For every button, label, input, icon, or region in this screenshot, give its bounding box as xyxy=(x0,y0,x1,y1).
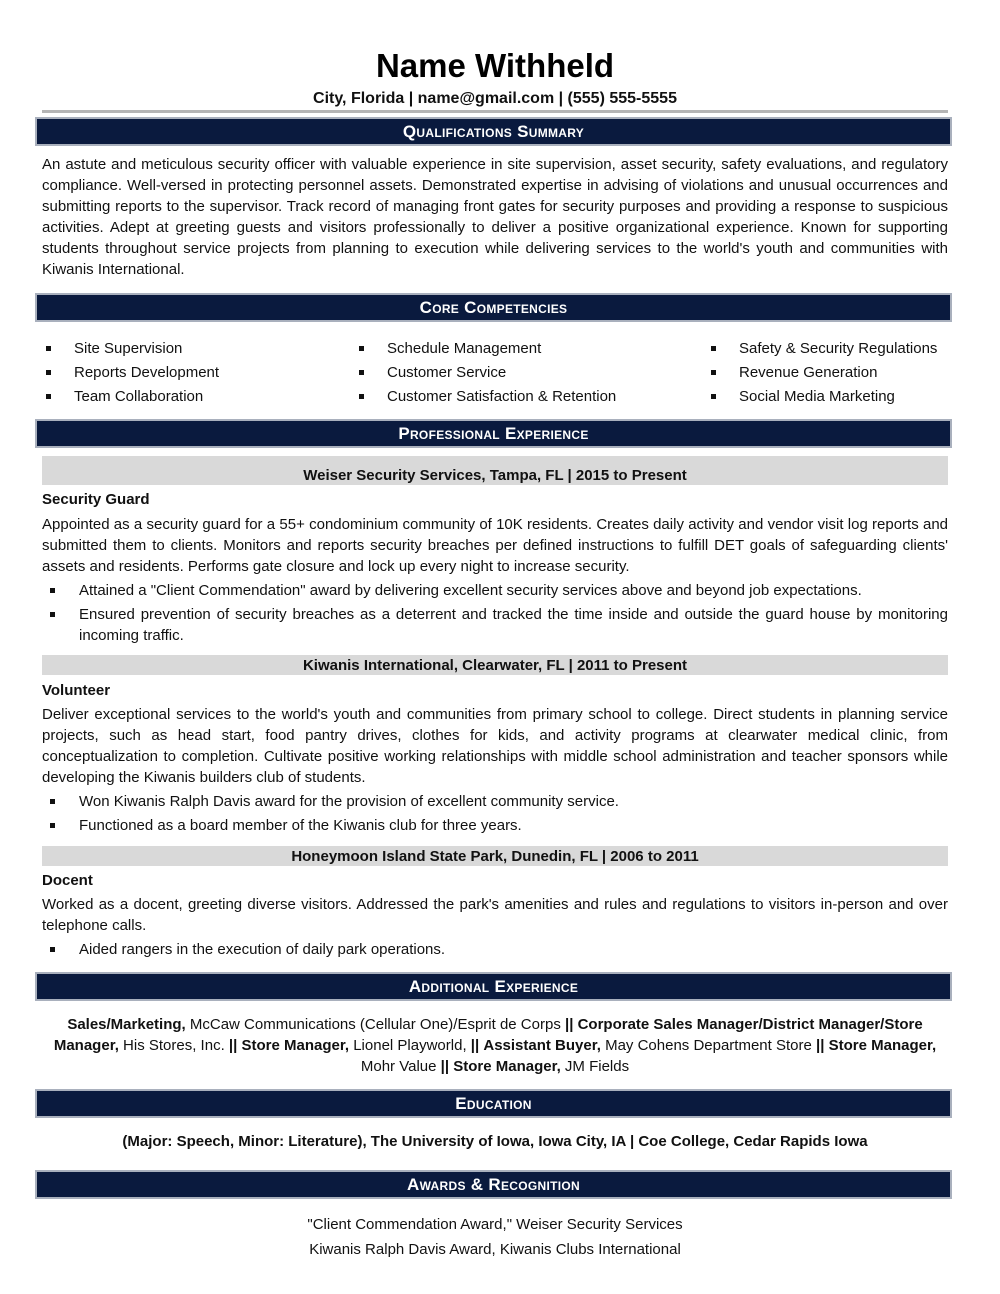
separator: || xyxy=(816,1037,825,1054)
achievement-item: Ensured prevention of security breaches as a deterrent and tracked the time inside and outside the guard house by monitoring incoming traffic. xyxy=(42,604,948,646)
competency-item: Site Supervision xyxy=(44,337,219,361)
job-title: Volunteer xyxy=(42,682,111,699)
separator: || xyxy=(440,1058,450,1075)
additional-role: Corporate Sales Manager/District Manager/Store Manager, xyxy=(53,1016,923,1054)
section-header-awards: Awards & Recognition xyxy=(35,1170,952,1199)
job-achievements xyxy=(42,580,948,649)
candidate-name: Name Withheld xyxy=(375,47,615,84)
additional-org: Lionel Playworld, xyxy=(349,1037,471,1054)
competency-item: Social Media Marketing xyxy=(709,385,937,409)
award-item: "Client Commendation Award," Weiser Security Services xyxy=(307,1216,683,1233)
separator: || xyxy=(470,1037,480,1054)
achievement-item: Attained a "Client Commendation" award by delivering excellent security services above and beyond job expectations. xyxy=(42,580,948,601)
section-header-competencies: Core Competencies xyxy=(35,293,952,322)
separator: || xyxy=(228,1037,238,1054)
competencies-column-3 xyxy=(709,337,937,409)
competency-item: Safety & Security Regulations xyxy=(709,337,937,361)
awards-list xyxy=(42,1212,948,1262)
competencies-column-2 xyxy=(357,337,616,409)
education-line: (Major: Speech, Minor: Literature), The University of Iowa, Iowa City, IA | Coe College, Cedar Rapids Iowa xyxy=(122,1133,868,1150)
competencies-column-1 xyxy=(44,337,219,409)
additional-role: Store Manager, xyxy=(241,1037,350,1054)
additional-role: Store Manager, xyxy=(453,1058,561,1075)
additional-org: Mohr Value xyxy=(360,1058,441,1075)
job-header: Kiwanis International, Clearwater, FL | 2011 to Present xyxy=(42,655,948,675)
section-header-experience: Professional Experience xyxy=(35,419,952,448)
job-header: Weiser Security Services, Tampa, FL | 2015 to Present xyxy=(42,456,948,485)
additional-experience-list xyxy=(42,1014,948,1077)
competency-item: Reports Development xyxy=(44,361,219,385)
competency-item: Schedule Management xyxy=(357,337,616,361)
additional-role: Assistant Buyer, xyxy=(483,1037,601,1054)
header-divider xyxy=(42,110,948,113)
additional-org: His Stores, Inc. xyxy=(118,1037,229,1054)
section-header-education: Education xyxy=(35,1089,952,1118)
competency-item: Customer Service xyxy=(357,361,616,385)
section-header-additional: Additional Experience xyxy=(35,972,952,1001)
job-header: Honeymoon Island State Park, Dunedin, FL | 2006 to 2011 xyxy=(42,846,948,866)
section-header-summary: Qualifications Summary xyxy=(35,117,952,146)
achievement-item: Functioned as a board member of the Kiwanis club for three years. xyxy=(42,815,948,836)
achievement-item: Won Kiwanis Ralph Davis award for the provision of excellent community service. xyxy=(42,791,948,812)
summary-paragraph: An astute and meticulous security officer with valuable experience in site supervision, asset security, safety evaluations, and regulatory compliance. Well-versed in protecting personnel assets. Demonstrated expertise in advising of violations and unusual occurrences and submitting reports to the supervisor. Track record of managing front gates for security purposes and providing a response to suspicious activities. Adept at greeting guests and visitors professionally to deliver a positive organizational experience. Known for supporting students throughout service projects from planning to execution while delivering services to the world's youth and communities with Kiwanis International. xyxy=(42,156,948,278)
competency-item: Team Collaboration xyxy=(44,385,219,409)
job-achievements xyxy=(42,939,948,963)
award-item: Kiwanis Ralph Davis Award, Kiwanis Clubs International xyxy=(309,1241,681,1258)
contact-line: City, Florida | name@gmail.com | (555) 555-5555 xyxy=(313,90,677,107)
job-achievements xyxy=(42,791,948,839)
competency-item: Customer Satisfaction & Retention xyxy=(357,385,616,409)
job-title: Docent xyxy=(42,872,93,889)
additional-role: Sales/Marketing, xyxy=(67,1016,186,1033)
competency-item: Revenue Generation xyxy=(709,361,937,385)
additional-org: JM Fields xyxy=(560,1058,630,1075)
additional-org: May Cohens Department Store xyxy=(600,1037,817,1054)
job-description: Deliver exceptional services to the world's youth and communities from primary school to college. Direct students in planning service projects, such as head start, food pantry drives, clothes for kids, and activity programs at clearwater medical clinic, from conceptualization to completion. Cultivate positive working relationships with middle school administration and teacher sponsors while developing the Kiwanis builders club of students. xyxy=(42,706,948,786)
job-description: Worked as a docent, greeting diverse visitors. Addressed the park's amenities and rules and regulations to visitors in-person and over telephone calls. xyxy=(42,896,948,934)
additional-role: Store Manager, xyxy=(828,1037,937,1054)
separator: || xyxy=(565,1016,574,1033)
job-description: Appointed as a security guard for a 55+ condominium community of 10K residents. Creates daily activity and vendor visit log reports and submitted them to clients. Monitors and reports security breaches per defined instructions to fulfill DET goals of safeguarding clients' assets and residents. Performs gate closure and lock up every night to increase security. xyxy=(42,516,948,575)
achievement-item: Aided rangers in the execution of daily park operations. xyxy=(42,939,948,960)
additional-org: McCaw Communications (Cellular One)/Esprit de Corps xyxy=(185,1016,565,1033)
job-title: Security Guard xyxy=(42,491,150,508)
